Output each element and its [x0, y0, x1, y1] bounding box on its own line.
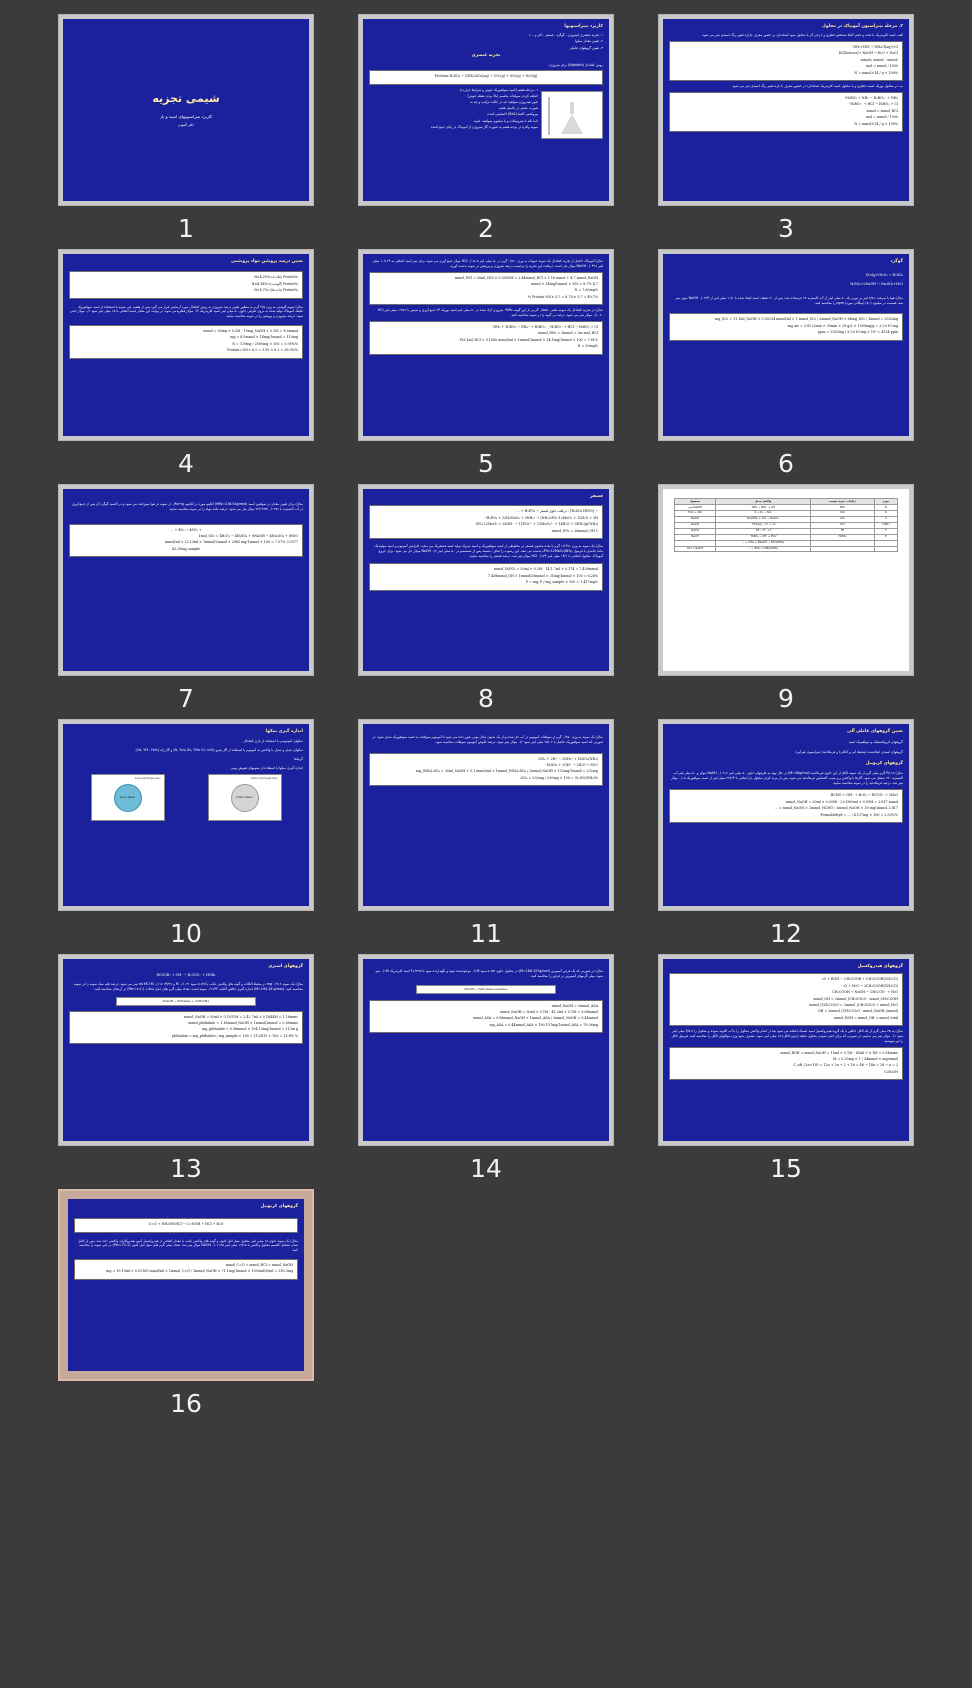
slide-number-5: 5 [478, 449, 494, 478]
slide-cell-empty-2 [336, 1189, 636, 1418]
table-row: C CO₂ Ba(OH)₂ + CO₂ → BaCO₃ NaOH [675, 516, 898, 522]
slide-cell-2[interactable] [336, 14, 636, 243]
slide-frame-7[interactable] [58, 484, 314, 676]
slide-number-1: 1 [178, 214, 194, 243]
slide-3-box-2: H₃BO₃ + NH₃ → H₂BO₃⁻ + NH₄⁺ H₂BO₃⁻ + HCl → H₃BO₃ + Cl⁻ mmol = mmol_HCl mol = mmol / 1000 %N = mmol×14 / g × 100 [669, 92, 903, 132]
slide-13-body: مثال) یک نمونه ۰/۹۱۶ mg در محیط الکلات و گونه های واکنش نایاب با ۵۰ml سود ۰/۱۰۳۱ M و ۲۴/۲۷ ml HCl M ۰/۱۱۶ تیتر می شود. درصد قلم نمک نمونه را در نمونه محاسبه کنید. (M=194.18 g/mol) اندازه گیری خالص آنالیت ۰/۱۶۴۴ نمونه است. تعداد میلی گرم های حمل فتالات (۷۱/۱=Per) در آرمغان محاسبه کنید. [73, 981, 303, 991]
slide-2-sub-1: تجزیه عنصری [471, 53, 501, 59]
slide-frame-12[interactable] [658, 719, 914, 911]
slide-13-reaction-chip: +2NaOH → Phthalate + 2CH₃OH [116, 997, 256, 1006]
slide-15-box-2: mmol_ROH = mmol_NaOH = 15ml × 0.1M - 45ml × 0.1M = 0.54mmo M = 0.25mg × 1 / 54mmol × mg/mmol C_nH_(2n+1)O = 12n + 2n + 2 + 16 = 46 → 14n = 28 → n = 2 C₂H₅OH [669, 1047, 903, 1081]
slide-13-title: گروههای استری [268, 964, 303, 969]
slide-16 [68, 1199, 304, 1371]
slide-number-12: 12 [770, 919, 802, 948]
slide-frame-8[interactable] [358, 484, 614, 676]
slide-number-16: 16 [170, 1389, 202, 1418]
slide-number-9: 9 [778, 684, 794, 713]
slide-1 [63, 19, 309, 201]
slide-10 [63, 724, 309, 906]
slide-12-sub-1: گروههای کربوکسیلیک و سولفونیک اسید [848, 740, 903, 745]
slide-4-box-2: mmol = 50mg × 0.2M - 15mg_NaOH × 0.1M = 8.5mmol mg = 8.5mmol × 14mg/1mmol = 119mg %N = 119mg / 2000mg × 100 = 5.95% %Protein=%N× 6.2 = 5.95 × 6.2 = 36.9% [69, 325, 303, 359]
slide-12-sub-2: گروههای اسیدی ایجادشده (محیط آبی و الکلی) و فرمالدئید (نیتراسیون غیرآبی) [795, 749, 903, 754]
slide-3 [663, 19, 909, 201]
table-row: (NH₄)₂PO₄ + H₃BO₃ → ... HCl + NaOH [675, 546, 898, 552]
slide-frame-6[interactable] [658, 249, 914, 441]
slide-frame-5[interactable] [358, 249, 614, 441]
table-row: S SO₂ S + O₂ → SO₂ H₂O₂ + SO₂ [675, 510, 898, 516]
slide-14 [363, 959, 609, 1141]
slide-12-body: مثال) ۴/۱۱۷ گرم میلی گرم از یک نمونه الکل از این حاوی فرمالدئید (M=30g/mol) در حال تهیه به ظرفهای حاوی ۵۰ میلی لیتر ۰/۰۹۱۶ NaOH مولار و ۵۰ میلی لیتر آب اکسیژنه ۳۰٪ منتقل می شود. گازها با واکنش زیر سبب اکسایش فرمالدئید می شود. پس از مرتد کردن محلول باز اضافی با ۲۳/۶۴ میلی لیتر از اسید سولفوریک ۰/۰۵ مولار تیتر شد. درصد فرمالدئید را در نمونه محاسبه نمایید. [670, 770, 903, 785]
slide-11-body: مثال) یک نمونه به وزن ۰/۲۵۰ گرم از سولفات آمونیوم در آب حل شده و از یک ستون تبادل یونی عبور داده می شود تا آمونیوم سولفات به اسید سولفوریک تبدیل شود. در صورتی که اسید سولفوریک حاصل با ۲۵/۰۲ میلی لیتر سود ۰/۲ مولار تیتر شود، درصد خلوص آمونیوم سولفات محاسبه شود. [372, 735, 603, 744]
slide-2-steps-title: ۱. مرحله هضم (اسید سولفوریک جوش و شرایط حرارت) [459, 87, 538, 92]
slide-frame-1[interactable] [58, 14, 314, 206]
slide-12 [663, 724, 909, 906]
slide-cell-10[interactable] [36, 719, 336, 948]
slide-10-sub-1: نمکهای آمونیومی با استفاده از بازی کجلدال [243, 739, 303, 744]
slide-number-14: 14 [470, 1154, 502, 1183]
slide-number-4: 4 [178, 449, 194, 478]
slide-cell-7[interactable] [36, 484, 336, 713]
slide-8 [363, 489, 609, 671]
slide-10-title: اندازه گیری نمکها [265, 729, 303, 734]
slide-frame-3[interactable] [658, 14, 914, 206]
slide-10-sub-2: گرماها [294, 756, 303, 761]
presentation-subtitle: کاربرد تیتراسیونهای اسید و باز [159, 114, 213, 120]
slide-frame-15[interactable] [658, 954, 914, 1146]
cation-resin-circle: Cation Resin [231, 784, 259, 812]
slide-5-body-2: مثال) در تجزیه کجلدال یک نمونه ماهی ۰/۵۵۵۰ گرمی از این گونه، NH₄⁺ نیتروژن آزاد شده در ۵۰ میلی لیتر اسید بوریک ۴٪ جمع آوری و سپس با ۱۹/۵۱ میلی لیتر HCl ۰/۱۰۶۰ مولار تیتر می شود. درصد نی گونه را در نمونه محاسبه کنید. [377, 308, 603, 318]
slide-5-prompt: مثال) آمونیاک حاصل از تجزیه کجلدال یک نمونه حبوبات به وزن ۰/۷۶۰ گرم در ۵۰ میلی لیتر HCl ۰/۰۵۰۵ مولار جمع آوری می شود. برای تیتر اسید اضافی به ۱۰/۱۶۴ میلی لیتر NaOH ۰/۰۴۹۶ مولار نیاز است. دریافت این تجزیه را برحسب درصد نیتروژن و پروتئین در نمونه بدست آورید. [372, 259, 603, 268]
slide-15-title: گروههای هیدروکسیل [857, 964, 903, 969]
slide-12-box-1: HCHO + OH⁻ + H₂O₂ → HCOO⁻ + 2H₂O mmol_NaOH = 50ml × 0.0996 - 2×1960ml × 0.05M = 2.817 mmol 2.817 mmol_NaOH × 1mmol_HCHO / 1mmol_NaOH × 30 mg/1mmol = ... %Formaldehyd = ... / 4.117mg × 100 = 2.03% [669, 789, 903, 823]
slide-15-box-1: (CH₃CO)₂O + ROH → CH₃COOR + CH₃COOH (CH₃CO)₂O + H₂O → 2CH₃COOH CH₃COOH + NaOH → CH₃COO⁻ + H₂O mmol_OH = 2mmol_(CH₃CO)₂O - mmol_CH₃COOH mmol_(CH₃CO)₂O = 2mmol_(CH₃CO)₂O + mmol_H₂O (mmol)_OH = 2mmol_(CH₃CO)₂O - mmol_NaOH mmol_ROH = mmol_OH = mmol_total [669, 973, 903, 1026]
slide-cell-empty-1 [636, 1189, 936, 1418]
table-row: F HF HF → H⁺ + F⁻ NaOH [675, 528, 898, 534]
slide-15 [663, 959, 909, 1141]
slide-cell-8[interactable] [336, 484, 636, 713]
slide-number-15: 15 [770, 1154, 802, 1183]
slide-7 [63, 489, 309, 671]
slide-cell-14[interactable] [336, 954, 636, 1183]
slide-12-title: تعیین گروههای عاملی آلی [847, 729, 903, 734]
slide-5-box-1: mmol_HCl = 50ml_HCl × 0.0505M = 2.44mmol_HCl × 1.16 mmol + 4.7 mmol_NaOH 4.7 mmol × 14mg/1mmol × 100 = 8.7% %N = 7.60mg %Protein·%N× 5.7 = 8.7%× 5.7 = 49.7 % [369, 272, 603, 306]
slide-frame-10[interactable] [58, 719, 314, 911]
slide-2-body: ۱. تجزیه عنصری (نیتروژن ، گوگرد ، فسفر ، کلر و ...) ۲. تعیین مقدار نمکها ۳. تعیین گروههای عاملی [529, 33, 603, 50]
slide-cell-5[interactable] [336, 249, 636, 478]
slide-number-2: 2 [478, 214, 494, 243]
slide-4-body: مثال) نمونه گوشتی به وزن ۲/۵ گرم به منظور تعیین درصد نیتروژن به روش کجلدال مورد آزمایش قرار می گیرد پس از هضم، این نمونه با استفاده از اسید سولفوریک غلیظ، آمونیاک تولید شده به درون ظرفی حاوی ۵۰ میلی لیتر اسید کلریدریک ۰/۲ مولار قطریدمی شود. در نهایت این مقدار اسید اضافی با ۱۵ میلی لیتر سود ۰/۱ مولار خنثی شود. درصد نیتروژن و پروتئین را در نمونه محاسبه نمایید. [69, 304, 303, 319]
anion-resin-circle: Anion Resin [114, 784, 142, 812]
distillation-apparatus-figure [541, 91, 603, 139]
slide-cell-12[interactable] [636, 719, 936, 948]
table-header-row: مورد ترکیبات تجزیه شونده واکنش تبدیل محصول [675, 499, 898, 505]
slide-10-sub-3: اندازه گیری نمکها با استفاده از ستونهای تعویض یونی [230, 765, 303, 770]
slide-13-equation: RCOOR₁ + OH⁻ → R₁COO⁻ + HOR₂ [156, 973, 216, 978]
slide-5-box-2: NH₃ + H₃BO₃ → NH₄⁺ + H₂BO₃⁻ ; H₂BO₃⁻ + HCl → H₃BO₃ + Cl⁻ mmol_NH₃ = 3mmol = 3m mol_HCl 193.1ml_HCl × 0.1060 mmol/ml × 1mmol/1mmol × 14.1mg/1mmol × 100 = 7.61% %N = 50mg [369, 321, 603, 355]
slide-number-13: 13 [170, 1154, 202, 1183]
slide-2-box-1: Proteins H₂SO₄ → (NH₄)₂SO₄(aq) + CO₂(g) + SO₂(g) + H₂O(g) [369, 70, 603, 84]
slide-8-box-2: mmol_H₃PO₄ = 50ml × 0.2M - 14.1 7ml × 0.174 = 7.438mmol 7.438mmol_OH × 1mmol/26mmol × 31mg/1mmol × 100 = 6.28% %P = mg_P / mg_sample × 100 = 1.417mg [369, 563, 603, 590]
slide-7-body: مثال) برای تعیین مقدار در سولفین آسید (MW=216.54g/mol) آنالیتو مورد در آنالیتو، ۰/۴۵۲۹g از نمونه در هوا سوزانده می شود و در اکسید گوگرد آن پس از جمع آوری در آب اکسیژنه با ۲۲/۱۳ml ۰/۰۳۷۶ مولار نیاز می شود. درصد ماده مولد را در نمونه محاسبه نمایید. [71, 502, 303, 511]
slide-6-box-1: mg_SO₂ = 11.1ml_NaOH × 0.00234 mmol/ml × 1 mmol_SO₂ / 2mmol_NaOH × 64mg_SO₂ / 1mmol = 3352mg mg_air = 3.81 L/min × 30min × 28 g/L × 1000mg/g = 3.3×10⁵mg ppm = 3352mg / 3.3×10⁵mg × 10⁶ = 4134 ppm [669, 313, 903, 340]
slide-cell-3[interactable] [636, 14, 936, 243]
slide-number-11: 11 [470, 919, 502, 948]
slide-cell-4[interactable] [36, 249, 336, 478]
slide-5 [363, 254, 609, 436]
ion-exchange-figures [69, 774, 303, 821]
table-row: N NH₃ NH₃ → NH₄⁺ + OH⁻ NaOH آمینی [675, 504, 898, 510]
slide-11 [363, 724, 609, 906]
slide-frame-2[interactable] [358, 14, 614, 206]
cation-resin-figure: Cation exchange resin Cation Resin [208, 774, 282, 821]
slide-number-3: 3 [778, 214, 794, 243]
slide-14-body: مثال) در صورتی که یک قرص آسپیرین (M=180.157g/mol) در محلول حاوی ۵۰ml سود ۰/۱M موجودشده شود و نگهدارنده سود با ۴۱/۲ml اسید کلریدریک ۰/۱M تیتر شود، میلی گرمهای آسپیرین در قرص را محاسبه کنید. [375, 969, 603, 978]
presentation-title: شیمی تجزیه [152, 92, 220, 106]
slide-cell-1[interactable] [36, 14, 336, 243]
slide-9 [663, 489, 909, 671]
slide-cell-16[interactable] [36, 1189, 336, 1418]
slide-cell-11[interactable] [336, 719, 636, 948]
slide-10-body: نمکهای تبدیل و تبدیل با واکنش به آمونیوم با استفاده از گاز نیترو (%۱۵ N, %۲۵ Zn, %۴۵ Cu) و گاز ژله (%۴۵ Cd, %۴۰) [135, 747, 303, 752]
element-analysis-table [674, 498, 898, 552]
slide-8-body: مثال) یک نمونه به وزن ۱/۱۴۷۱ گرم با ماده محتوی فسفر در مخلوطی از اسید سولفوریک و اسید نیتریک تولید اسید فسفریک می نماید. افزایش آمونیوم و اسید مولیبدیک ماده جامدی با فرمول (NH₄)₃PO₄·12MoO₃ بدست می دهد. این رسوب را صاف، شسته پس از شستشو در ۵۰ میلی لیتر NaOH ۰/۲ مولار حل می شود. برای خروج آمونیاک، محلول اضافی با ۱۴/۱ میلی لیتر HCl ۰/۱۷۴ مولار تیتر شد. درصد فسفر را محاسبه نمایید. [374, 543, 603, 558]
slide-number-10: 10 [170, 919, 202, 948]
slide-2: کاربرد تیتراسیونها ۱. تجزیه عنصری (نیتروژن ، گوگرد ، فسفر ، کلر و ...) ۲. تعیین مقدار نمکها ۳. تعیین گروههای عاملی تجزیه عنصری روش کجلدال (Kjeldahl) برای نیتروژن: Proteins H₂SO₄ → (NH₄)₂SO₄(aq) + CO₂(g) + SO₂(g) + H₂O(g) ۱. مرحله هضم (اسید سولفوریک جوش و شرایط حرارت) اضافه کردن سولفات پتاسیم (بالا بردن نقطه جوش) عبور هیدروژن سولفید چه در حالت ترکیب و چه به صورت عنصر در تکمیل هضم پیروکسی اکسا (Ra2) اکسایش کننده تاما نکه با نیتروسلات و یا سلنیوم سولفید، اسید نمونه واکره در نوجه هضم به صورت گاز نیتروژن از آمونیاک در پایان جمع کننده [363, 19, 609, 201]
table-row: (NH₄)₃PO₄ + 3NaOH → 3H₂O + ... [675, 540, 898, 546]
slide-3-title: ۳. مرحله تیتراسیون آمونیاک در محلول [822, 24, 903, 29]
slide-3-body: الف- اسید کلریدریک با دقت و حجم کاملا مشخص قطری و ا زخی آن با محلول سود استاندارد بر حضور معرف بازاره تغییر رنگ اسیدی تیتر می شود. [701, 33, 903, 38]
slide-number-8: 8 [478, 684, 494, 713]
slide-cell-15[interactable] [636, 954, 936, 1183]
slide-4-box-1: %Protein (غلات)=%N×6.25 %Protein (گوشت)=%N×6.38 %Protein (دانه ها)=%N×5.7 [69, 271, 303, 298]
slide-frame-14[interactable] [358, 954, 614, 1146]
slide-16-body: مثال) یک نمونه حاوی ۱۸ میلی لیتر محلول متیل اتیل کتون و گونه های واکنش نایاب با مقدار اضافی از هیدروکسیل آمین هیدروکلراید واکنش داده شد. پس از کامل شدن تشکیل کلسیم محلول واکنش با ۱۹/۱۵ میلی لیتر ۰/۰۱۱۶۵ NaOH مولار تیتر شد. تعداد میلی گرم های متیل اتیل کتون (Per=71.1) در لیتر نمونه را محاسبه کنید. [77, 1238, 298, 1253]
slide-6 [663, 254, 909, 436]
slide-6-body: مثال) هوا با سرعت ۳/۸۱ لیتر بر دورن یک ۵۰ میلی لیتر از آب اکسیژنه ۳٪ فرستاده شد. پس از ۳۰ دقیقه، اسید ایجاد شده با ۱۱/۱ میلی لیتر از ۰/۰۲۲۴ NaOH موثر تیتر شد. قسمت در میلیون (۵۰) (میگانی مورد) ppm را محاسبه کنید. [675, 295, 903, 305]
slide-8-title: فسفر [590, 494, 603, 499]
slide-15-body: مثال) به ۳۵ میلی گرم از یک الکل خالص با یک گروه هیدروکسیل اسید استیک اضافه می شود بعد از اتمام واکنش محلول را با آب اکلوبه نموده و محلول را با ۴/۵ میلی لیتر سود ۰/۱ مولار تیتر می نماییم. در صورتی که برای خنثی نمودن محلول شاهد (بدون الکل) ۱۵ میلی لیتر سود، مصرف شود وزن مولکولی الکل را محاسبه کنید. فرمول الکل را نیز بنویسید. [671, 1029, 903, 1043]
slide-16-box-1: C=O + NH₂OH·HCl → C=NOH + HCl + H₂O [74, 1218, 298, 1232]
slide-16-box-2: mmol_C=O = mmol_HCl = mmol_NaOH mg = 19.15ml × 0.01165 mmol/ml × 1mmol_C=O / 1mmol_NaOH × 71.1mg/1mmol × 1000ml/50ml = 316.3mg [74, 1259, 298, 1280]
slide-14-reaction-chip: +2NaOH → Salicylate+Acetate [416, 985, 556, 994]
anion-resin-figure: Anion exchange resin Anion Resin [91, 774, 165, 821]
slide-number-6: 6 [778, 449, 794, 478]
slide-6-equations: SO₂(g)+H₂O₂ → H₂SO₄ H₂SO₄+2NaOH → Na₂SO₄+H₂O [850, 273, 903, 286]
slide-cell-6[interactable] [636, 249, 936, 478]
table-row: Cl(Br) HCl HCl(aq) → H⁺ + Cl⁻ NaOH [675, 522, 898, 528]
slide-frame-13[interactable] [58, 954, 314, 1146]
slide-frame-16-selected[interactable] [58, 1189, 314, 1381]
slide-4 [63, 254, 309, 436]
slide-3-body-2: ب- در محلول بوریک اسید، قطری و با محلول اسید کلریدریک استاندارد در حضور معرف با بازه تغییر رنگ اسیدی تیتر می شود. [731, 84, 903, 89]
slide-6-title: گوگرد [890, 259, 903, 264]
slide-number-7: 7 [178, 684, 194, 713]
slide-13-box-1: mmol_NaOH = 50ml × 0.1031M = 2.42 7ml × 0.1644M = 1.16mmc mmol_phthalate = 1.16mmol_NaOH × 1mmol/2mmol = 0.58mmo mg_phthalate = 0.58mmol × 194.19mg/1mmol = 112m g % phthalate = mg_phthalate / mg_sample × 100 = 112/815 × 100 = 13.8% [69, 1011, 303, 1045]
slide-cell-9[interactable] [636, 484, 936, 713]
slide-12-sub-3: گروههای کربونیل [865, 760, 903, 766]
slide-2-sub-2: روش کجلدال (Kjeldahl) برای نیتروژن: [548, 62, 603, 67]
table-row: P H₃PO₄ H₃PO₄ → 3H⁺ + PO₄³⁻ NaOH [675, 534, 898, 540]
slide-13 [63, 959, 309, 1141]
slide-cell-13[interactable] [36, 954, 336, 1183]
slide-3-box-1: NH₃+HCl → NH₄Cl(aq)+Cl⁻ HCl(excess)+ NaOH → H₂O + NaCl mmol= mmol₁ - mmol₂ mol = mmol / 1000 %N = mmol×14 / g × 100 [669, 41, 903, 81]
slide-frame-4[interactable] [58, 249, 314, 441]
slide-4-title: تعیین درصد پروتئین مواد پروتئینی [231, 259, 303, 264]
slide-11-box-1: (NH₄)₂SO₄ + 2H⁺ → 2NH₄⁺ + H₂SO₄ H₂SO₄ + 2OH⁻ → 2H₂O + SO₄²⁻ mg_(NH₄)₂SO₄ = 35ml_NaOH × 0.1 mmol/ml × 1mmol_(NH₄)₂SO₄ / 2mmol_NaOH × 132mg/1mmol = 232mg %(NH₄)₂SO₄ = 232mg / 250mg × 100 = 92.8% [369, 753, 603, 787]
slide-frame-9[interactable] [658, 484, 914, 676]
slide-16-title: گروههای کربونیل [260, 1204, 298, 1209]
slide-8-box-1: → [H₂SO₄·HNO₃] : دریافت حاوی فسفر → H₃PO₄ + ... H₃PO₄ + 12H₂MoO₄ + 3NH₄⁺ → (NH₄)₃PO₄·12MoO₃ + 12H₂O + 3H⁺ (NH₄)₃PO₄·12MoO₃ + 26OH⁻ → 11PO₄³⁻ + 12MoO₄²⁻ + 14H₂O + 3NH₃(g) 1 mmol_PO₄ = 26mmol_OH⁻ [369, 505, 603, 539]
presentation-author: دکتر آلتونی [177, 123, 195, 128]
slide-7-box-1: + 4O₂ → 4SO₂ + ... 1mol_SO₂ = 4H₂O₂ → 4H₂SO₄ + 8NaOH → 4Na₂SO₄ + 8H₂O 0.0377 mmol/ml × 22.13ml × 1mmol/2mmol × 2965 mg/1mmol × 100 = 7.07% 43.29mg_sample [69, 524, 303, 558]
slide-frame-11[interactable] [358, 719, 614, 911]
slide-14-box-1: mmol_NaOH = 2mmol_ASA mmol_NaOH = 50ml × 0.1M - 41.2ml × 0.1M = 0.88mmol mmol_ASA = 0.88mmol_NaOH × 1mmol_ASA / 2mmol_NaOH = 0.44mmol mg_ASA = 0.44mmol_ASA × 180.157mg/1mmol_ASA = 79.26mg [369, 1000, 603, 1034]
slide-2-title: کاربرد تیتراسیونها [564, 24, 603, 29]
